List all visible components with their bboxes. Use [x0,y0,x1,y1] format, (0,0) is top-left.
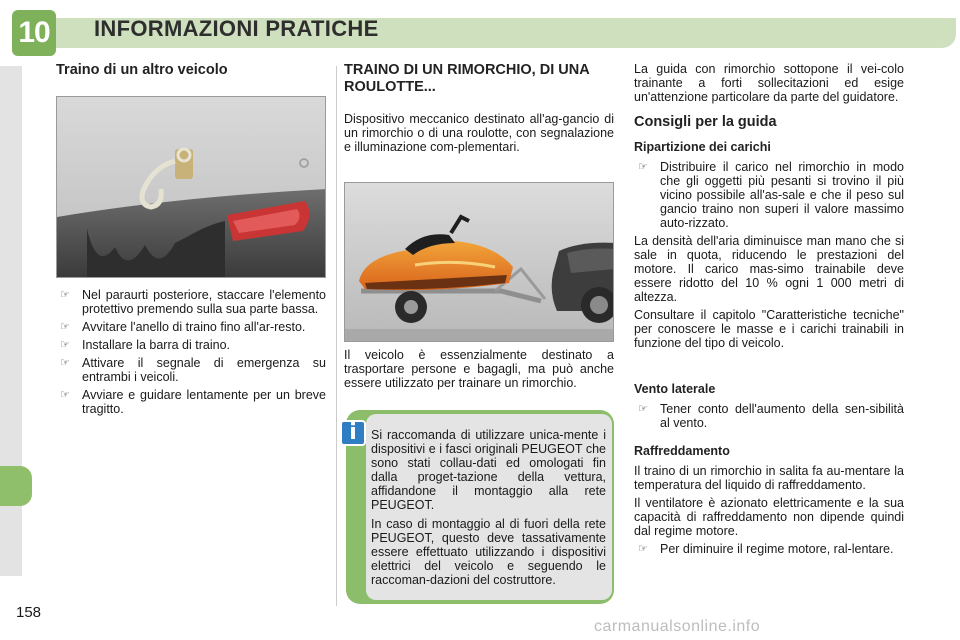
air-density-text: La densità dell'aria diminuisce man mano che si sale in quota, riducendo le prestazioni del motore. Il carico mas-simo trainabile deve essere ridotto del 10 % ogni 1 000 metri di altezza. [634,234,904,304]
cooling-text-2: Il ventilatore è azionato elettricamente e la sua capacità di raffreddamento non dipende quindi dal regime motore. [634,496,904,538]
list-item: ☞ Installare la barra di traino. [60,338,230,352]
section-title-driving-advice: Consigli per la guida [634,114,777,130]
column-divider [336,66,337,606]
subsection-title-cooling: Raffreddamento [634,444,730,458]
list-item: ☞ Avviare e guidare lentamente per un breve tragitto. [60,388,326,416]
trailer-driving-intro: La guida con rimorchio sottopone il vei-colo trainante a forti sollecitazioni ed esige un'attenzione particolare da parte del guidatore. [634,62,904,104]
pointing-hand-icon: ☞ [60,389,70,401]
info-paragraph: In caso di montaggio al di fuori della rete PEUGEOT, questo deve tassativamente essere effettuato utilizzando i dispositivi elettrici del veicolo e seguendo le raccoman-dazioni del costruttore. [371,517,606,587]
technical-chapter-text: Consultare il capitolo "Caratteristiche tecniche" per conoscere le masse e i carichi trainabili in funzione del tipo di veicolo. [634,308,904,350]
list-item: ☞ Avvitare l'anello di traino fino all'ar-resto. [60,320,306,334]
trailer-intro-text: Dispositivo meccanico destinato all'ag-gancio di un rimorchio o di una roulotte, con segnalazione e illuminazione com-plementari. [344,112,614,154]
info-box-content [366,414,612,600]
list-item: ☞ Nel paraurti posteriore, staccare l'elemento protettivo premendo sulla sua parte bassa. [60,288,326,316]
pointing-hand-icon: ☞ [60,289,70,301]
page-number: 158 [16,604,42,621]
pointing-hand-icon: ☞ [60,357,70,369]
pointing-hand-icon: ☞ [60,339,70,351]
list-item: ☞ Attivare il segnale di emergenza su entrambi i veicoli. [60,356,326,384]
page-title: INFORMAZIONI PRATICHE [94,16,379,41]
subsection-title-crosswind: Vento laterale [634,382,716,396]
watermark: carmanualsonline.info [594,618,761,635]
list-item: ☞ Tener conto dell'aumento della sen-sibilità al vento. [638,402,904,430]
cooling-text-1: Il traino di un rimorchio in salita fa au-mentare la temperatura del liquido di raffreddamento. [634,464,904,492]
list-item: ☞ Distribuire il carico nel rimorchio in modo che gli oggetti più pesanti si trovino il più vicino possibile all'as-sale e che il peso sul gancio traino non superi il valore massimo auto-rizzato. [638,160,904,230]
section-title-trailer-towing: TRAINO DI UN RIMORCHIO, DI UNA ROULOTTE... [344,62,590,95]
pointing-hand-icon: ☞ [60,321,70,333]
towing-eye-photo [56,96,326,278]
chapter-side-tab [0,466,32,506]
trailer-purpose-text: Il veicolo è essenzialmente destinato a trasportare persone e bagagli, ma può anche essere utilizzato per trainare un rimorchio. [344,348,614,390]
chapter-number-badge: 10 [12,10,56,56]
trailer-jetski-photo [344,182,614,342]
section-title-towing-another-vehicle: Traino di un altro veicolo [56,62,228,78]
pointing-hand-icon: ☞ [638,403,648,415]
info-icon: i [340,420,366,446]
towing-steps-list [56,288,326,420]
info-paragraph: Si raccomanda di utilizzare unica-mente i dispositivi e i fasci originali PEUGEOT che sono stati collau-dati ed omologati fin dalla proget-tazione della vettura, affidandone il montaggio alla rete PEUGEOT. [371,428,606,512]
pointing-hand-icon: ☞ [638,543,648,555]
driving-advice-column [634,62,904,560]
list-item: ☞ Per diminuire il regime motore, ral-lentare. [638,542,894,556]
pointing-hand-icon: ☞ [638,161,648,173]
subsection-title-load-distribution: Ripartizione dei carichi [634,140,771,154]
